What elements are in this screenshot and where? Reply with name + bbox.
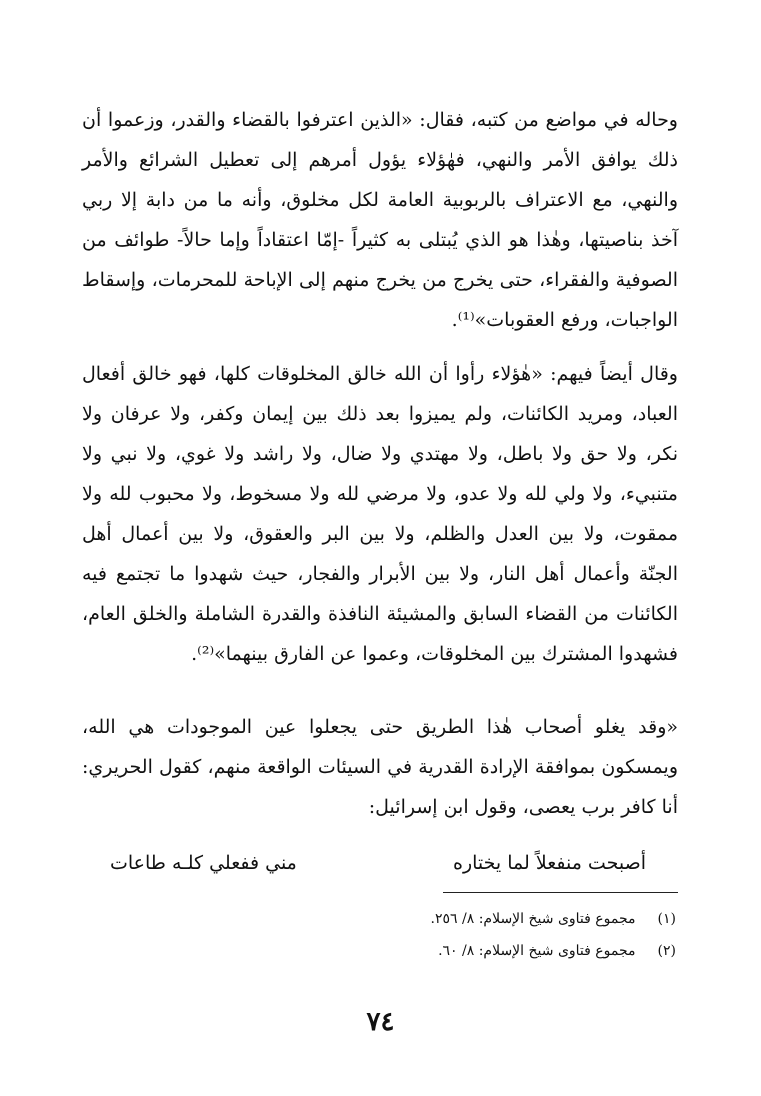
footnote-2 [438, 941, 676, 961]
footnote-1 [431, 909, 676, 929]
footnote-1-text: مجموع فتاوى شيخ الإسلام: ٨/ ٢٥٦. [430, 911, 636, 927]
poetry-verse [110, 848, 646, 878]
verse-second-hemistich: مني ففعلي كلـه طاعات [110, 852, 297, 874]
body-paragraph-2: وقال أيضاً فيهم: «هٰؤلاء رأوا أن الله خالق المخلوقات كلها، فهو خالق أفعال العباد، ومريد الكائنات، ولم يميزوا بعد ذلك بين إيمان وكفر، ولا عرفان ولا نكر، ولا حق ولا باطل، ولا مهتدي ولا ضال، ولا راشد ولا غوي، ولا نبي ولا متنبيء، ولا ولي لله ولا عدو، ولا مرضي لله ولا مسخوط، ولا محبوب لله ولا ممقوت، ولا بين العدل والظلم، ولا بين البر والعقوق، ولا بين أعمال أهل الجنّة وأعمال أهل النار، ولا بين الأبرار والفجار، حيث شهدوا ما تجتمع فيه الكائنات من القضاء السابق والمشيئة النافذة والقدرة الشاملة والخلق العام، فشهدوا المشترك بين المخلوقات، وعموا عن الفارق بينهما»⁽²⁾. [82, 363, 678, 665]
verse-first-hemistich: أصبحت منفعلاً لما يختاره [453, 852, 646, 874]
footnote-2-number: (٢) [657, 943, 676, 959]
footnote-separator [443, 892, 678, 893]
body-paragraph-3: «وقد يغلو أصحاب هٰذا الطريق حتى يجعلوا عين الموجودات هي الله، ويمسكون بموافقة الإرادة القدرية في السيئات الواقعة منهم، كقول الحريري: أنا كافر برب يعصى، وقول ابن إسرائيل: [82, 716, 678, 818]
footnote-2-text: مجموع فتاوى شيخ الإسلام: ٨/ ٦٠. [438, 943, 636, 959]
footnote-1-number: (١) [657, 911, 676, 927]
page-number: ٧٤ [366, 1007, 395, 1037]
body-paragraph-1: وحاله في مواضع من كتبه، فقال: «الذين اعترفوا بالقضاء والقدر، وزعموا أن ذلك يوافق الأمر والنهي، فهٰؤلاء يؤول أمرهم إلى تعطيل الشرائع والأمر والنهي، مع الاعتراف بالربوبية العامة لكل مخلوق، وأنه ما من دابة إلا ربي آخذ بناصيتها، وهٰذا هو الذي يُبتلى به كثيراً -إمّا اعتقاداً وإما حالاً- طوائف من الصوفية والفقراء، حتى يخرج من يخرج منهم إلى الإباحة للمحرمات، وإسقاط الواجبات، ورفع العقوبات»⁽¹⁾. [82, 109, 678, 331]
